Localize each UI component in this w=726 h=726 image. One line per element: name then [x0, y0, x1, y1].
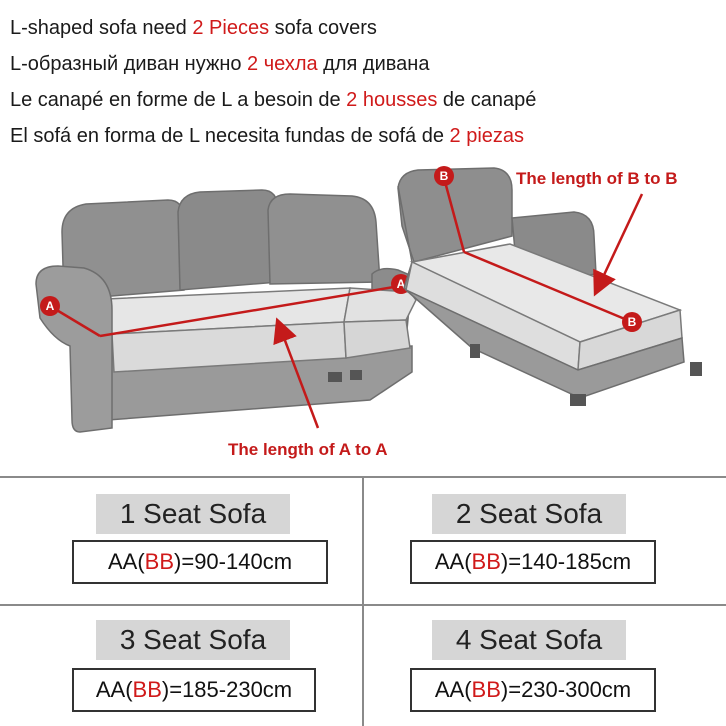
arrow-bb [596, 194, 642, 292]
grid-divider-vertical [362, 476, 364, 726]
intro-text-pre: L-shaped sofa need [10, 17, 193, 39]
intro-highlight: 2 чехла [247, 53, 318, 75]
intro-highlight: 2 piezas [449, 125, 525, 147]
size-prefix: AA( [95, 677, 133, 702]
size-suffix: )=185-230cm [161, 677, 293, 702]
chaise-leg [470, 344, 480, 358]
sofa-leg [350, 370, 362, 380]
size-prefix: AA( [434, 549, 472, 574]
intro-line-spanish [10, 118, 720, 154]
seat-title-2: 2 Seat Sofa [432, 494, 626, 534]
seat-title-3: 3 Seat Sofa [96, 620, 290, 660]
back-cushion [178, 190, 278, 290]
size-suffix: )=90-140cm [174, 549, 293, 574]
intro-text-pre: L-образный диван нужно [10, 53, 248, 75]
intro-highlight: 2 housses [346, 89, 438, 111]
label-length-aa: The length of A to A [228, 440, 388, 459]
chaise-leg [570, 394, 586, 406]
size-prefix: AA( [107, 549, 145, 574]
sofa-illustration [0, 150, 726, 470]
intro-text-post: de canapé [437, 89, 537, 111]
intro-text-post: sofa covers [269, 17, 377, 39]
size-range-4 [410, 668, 656, 712]
size-range-1 [72, 540, 328, 584]
intro-line-russian [10, 46, 720, 82]
intro-text [10, 10, 720, 154]
back-cushion [268, 194, 380, 284]
intro-text-pre: Le canapé en forme de L a besoin de [10, 89, 347, 111]
seat-title-1: 1 Seat Sofa [96, 494, 290, 534]
size-prefix: AA( [434, 677, 472, 702]
intro-text-post: для дивана [317, 53, 430, 75]
marker-b-top-letter: B [439, 169, 449, 183]
intro-line-french [10, 82, 720, 118]
intro-line-english [10, 10, 720, 46]
size-code: BB [471, 677, 501, 702]
size-range-2 [410, 540, 656, 584]
intro-highlight: 2 Pieces [192, 17, 270, 39]
size-suffix: )=230-300cm [500, 677, 632, 702]
size-code: BB [132, 677, 162, 702]
sofa-leg [328, 372, 342, 382]
size-code: BB [144, 549, 175, 574]
chaise-sofa [398, 166, 702, 406]
seat-title-4: 4 Seat Sofa [432, 620, 626, 660]
label-length-bb: The length of B to B [516, 169, 678, 188]
marker-a-left-letter: A [45, 299, 55, 313]
intro-text-pre: El sofá en forma de L necesita fundas de sofá de [10, 125, 450, 147]
size-code: BB [471, 549, 501, 574]
chaise-leg [690, 362, 702, 376]
marker-a-right-letter: A [396, 277, 406, 291]
size-suffix: )=140-185cm [500, 549, 632, 574]
left-arm [36, 266, 112, 432]
size-chart [0, 476, 726, 726]
three-seat-sofa [36, 190, 416, 432]
size-range-3 [72, 668, 316, 712]
marker-b-bottom-letter: B [627, 315, 637, 329]
